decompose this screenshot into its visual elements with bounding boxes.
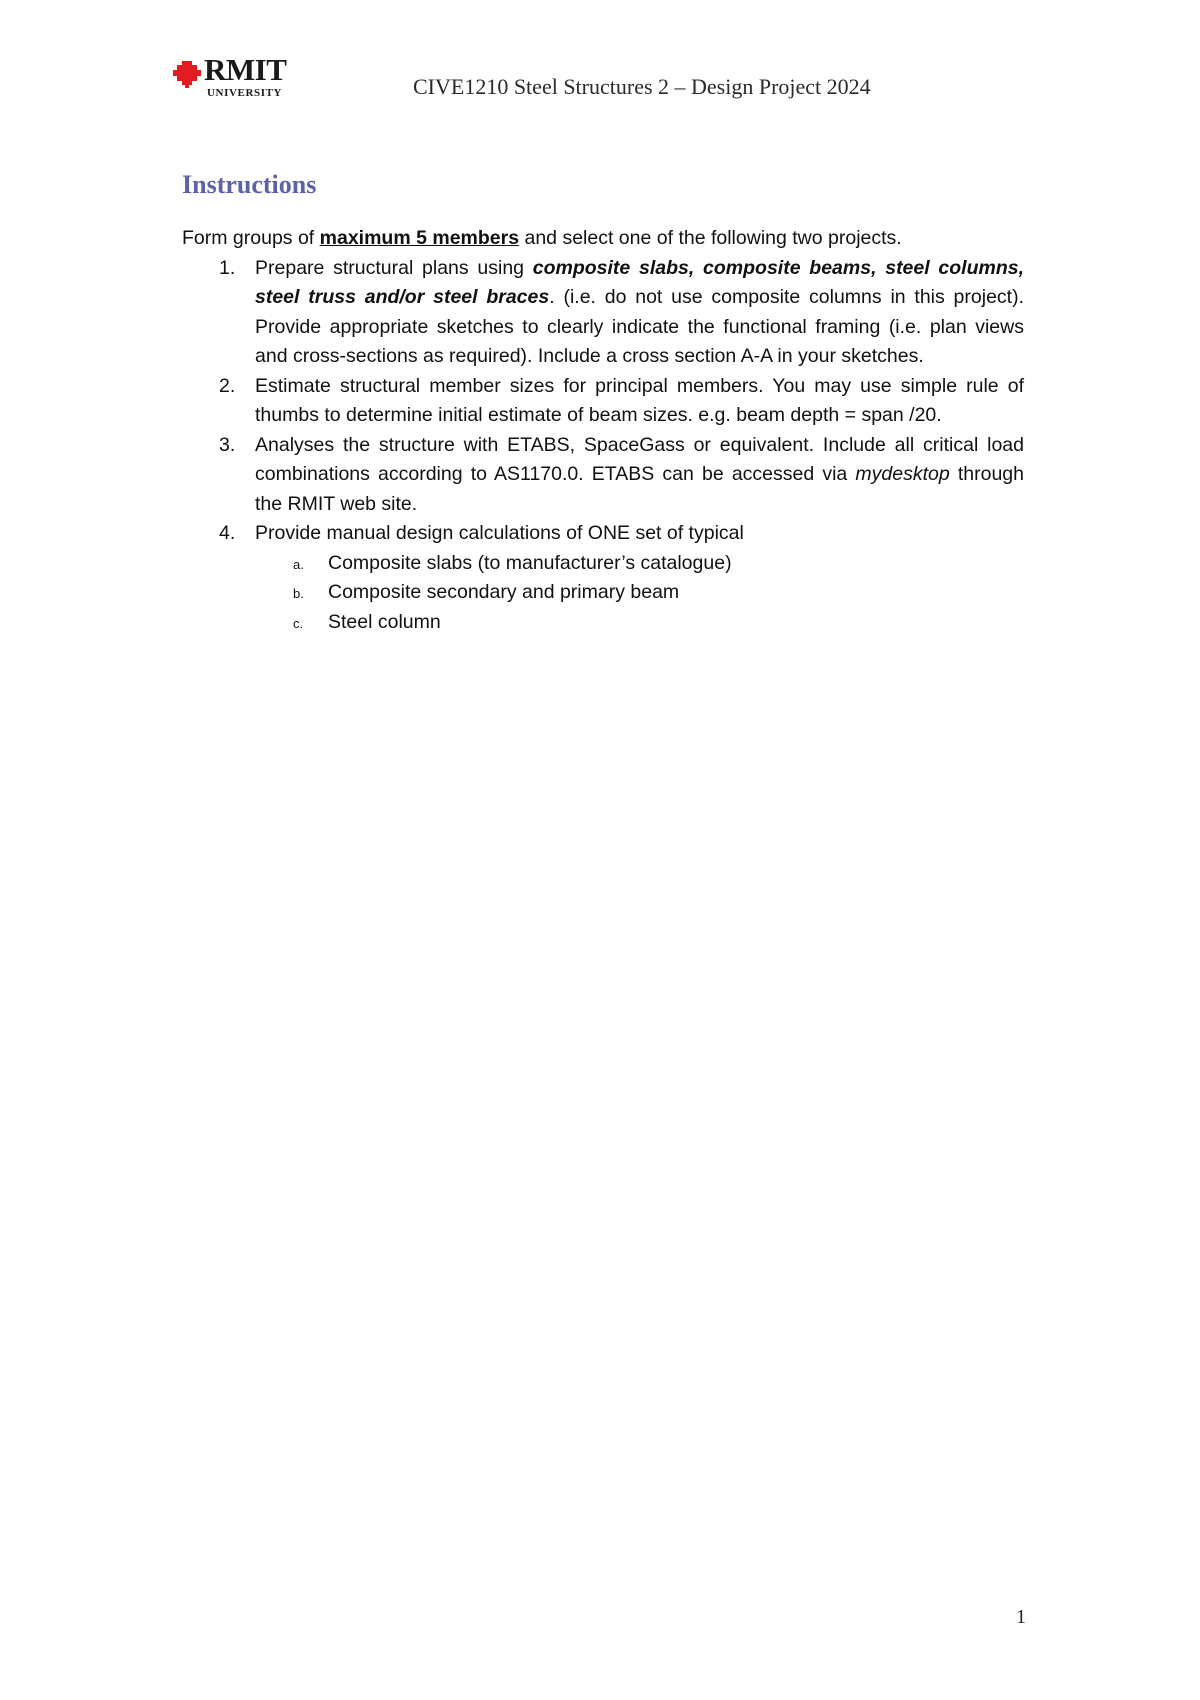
sub-list bbox=[255, 549, 1024, 638]
sub-item-text: Composite slabs (to manufacturer’s catalogue) bbox=[328, 551, 732, 574]
list-number: 3. bbox=[219, 433, 236, 456]
list-item bbox=[219, 431, 1024, 520]
list-item bbox=[219, 254, 1025, 372]
intro-text-before: Form groups of bbox=[182, 227, 320, 249]
header-title: CIVE1210 Steel Structures 2 – Design Project 2024 bbox=[413, 74, 871, 99]
sub-list-marker: a. bbox=[293, 556, 304, 572]
sub-list-item bbox=[293, 549, 1024, 579]
step-text-continued: through the RMIT web site. bbox=[255, 463, 1024, 515]
rmit-pixel-mark-icon bbox=[172, 60, 202, 90]
sub-list-item bbox=[293, 578, 1024, 608]
sub-list-item bbox=[293, 608, 1024, 638]
step-text: Provide manual design calculations of ONE set of typical bbox=[255, 522, 744, 544]
intro-emphasis: maximum 5 members bbox=[319, 227, 520, 249]
rmit-logo bbox=[172, 52, 300, 104]
instructions-body bbox=[182, 224, 1024, 637]
sub-item-text: Steel column bbox=[328, 610, 441, 633]
step-text-continued: . (i.e. do not use composite columns in this project). Provide appropriate sketches to clearly indicate the functional framing (i.e. plan views and cross-sections as required). Include a cross section A-A in your sketches. bbox=[255, 286, 1024, 367]
step-text: Prepare structural plans using bbox=[255, 256, 533, 279]
logo-wordmark: RMIT bbox=[204, 52, 287, 87]
page-header bbox=[172, 52, 932, 108]
list-item bbox=[219, 519, 1024, 637]
sub-list-marker: c. bbox=[293, 615, 304, 631]
intro-text-after: and select one of the following two projects. bbox=[519, 227, 902, 249]
page-number: 1 bbox=[1016, 1606, 1026, 1628]
list-item bbox=[219, 372, 1024, 431]
instruction-list bbox=[182, 254, 1024, 638]
step-text: Estimate structural member sizes for principal members. You may use simple rule of thumbs to determine initial estimate of beam sizes. e.g. beam depth = span /20. bbox=[255, 374, 1024, 426]
sub-item-text: Composite secondary and primary beam bbox=[328, 581, 680, 603]
list-number: 2. bbox=[219, 374, 236, 397]
sub-list-marker: b. bbox=[293, 586, 304, 601]
step-italic: mydesktop bbox=[855, 463, 950, 485]
list-number: 4. bbox=[219, 522, 236, 544]
step-text: Analyses the structure with ETABS, SpaceGass or equivalent. Include all critical load combinations according to AS1170.0. ETABS can be accessed via bbox=[255, 433, 1024, 485]
logo-subtitle: UNIVERSITY bbox=[207, 87, 283, 99]
list-number: 1. bbox=[219, 256, 236, 279]
intro-paragraph bbox=[182, 224, 1024, 254]
section-heading: Instructions bbox=[182, 170, 317, 199]
step-emphasis: composite slabs, composite beams, steel columns, steel truss and/or steel braces bbox=[255, 256, 1025, 308]
